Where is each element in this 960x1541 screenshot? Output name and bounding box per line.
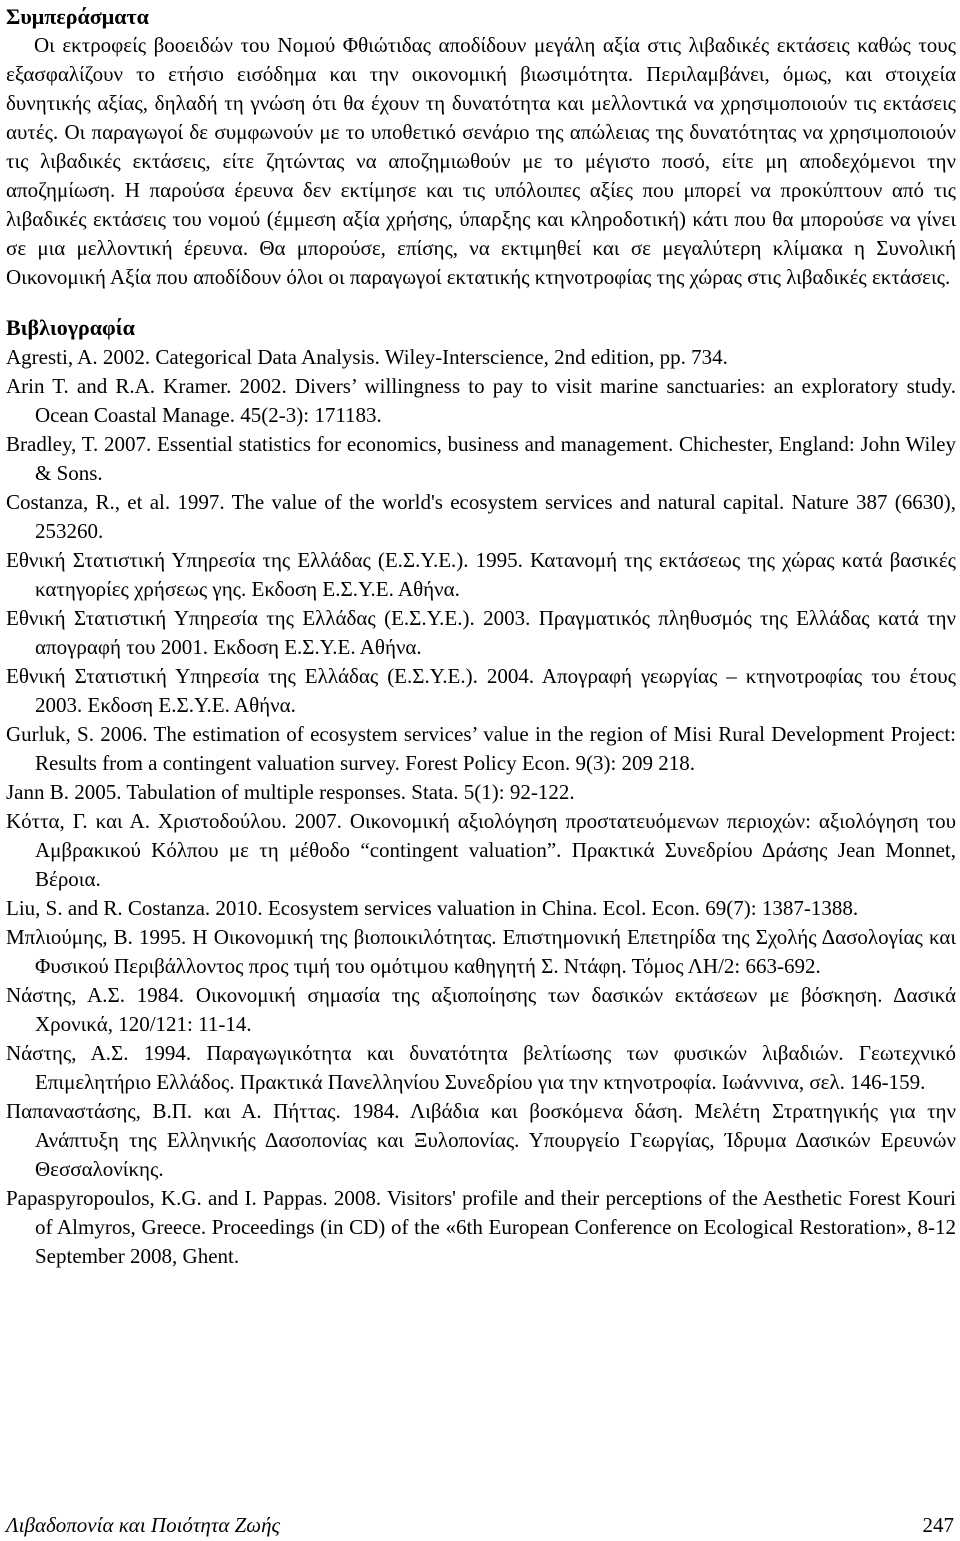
reference-item: Jann B. 2005. Tabulation of multiple responses. Stata. 5(1): 92-122.	[6, 780, 575, 804]
bibliography-heading: Βιβλιογραφία	[6, 315, 135, 340]
reference-item: Liu, S. and R. Costanza. 2010. Ecosystem services valuation in China. Ecol. Econ. 69(7): 1387-1388.	[6, 896, 859, 920]
reference-item: Νάστης, Α.Σ. 1994. Παραγωγικότητα και δυνατότητα βελτίωσης των φυσικών λιβαδιών. Γεωτεχνικό Επιμελητήριο Ελλάδος. Πρακτικά Πανελληνίου Συνεδρίου για την κτηνοτροφία. Ιωάννινα, σελ. 146-159.	[6, 1041, 956, 1094]
page-number: 247	[922, 1513, 954, 1537]
page-content	[6, 2, 956, 1271]
reference-item: Εθνική Στατιστική Υπηρεσία της Ελλάδας (Ε.Σ.Υ.Ε.). 1995. Κατανομή της εκτάσεως της χώρας κατά βασικές κατηγορίες χρήσεως γης. Εκδοση Ε.Σ.Υ.Ε. Αθήνα.	[6, 548, 956, 601]
reference-item: Arin T. and R.A. Kramer. 2002. Divers’ willingness to pay to visit marine sanctuaries: an exploratory study. Ocean Coastal Manage. 45(2-3): 171183.	[6, 374, 956, 427]
reference-item: Costanza, R., et al. 1997. The value of the world's ecosystem services and natural capital. Nature 387 (6630), 253260.	[6, 490, 956, 543]
page-footer	[6, 1512, 954, 1538]
reference-item: Εθνική Στατιστική Υπηρεσία της Ελλάδας (Ε.Σ.Υ.Ε.). 2004. Απογραφή γεωργίας – κτηνοτροφίας του έτους 2003. Εκδοση Ε.Σ.Υ.Ε. Αθήνα.	[6, 664, 956, 717]
reference-item: Papaspyropoulos, K.G. and I. Pappas. 2008. Visitors' profile and their perceptions of the Aesthetic Forest Kouri of Almyros, Greece. Proceedings (in CD) of the «6th European Conference on Ecological Restoration», 8-12 September 2008, Ghent.	[6, 1186, 956, 1268]
conclusions-paragraph: Οι εκτροφείς βοοειδών του Νομού Φθιώτιδας αποδίδουν μεγάλη αξία στις λιβαδικές εκτάσεις καθώς τους εξασφαλίζουν το ετήσιο εισόδημα και την οικονομική βιωσιμότητα. Περιλαμβάνει, όμως, και στοιχεία δυνητικής αξίας, δηλαδή τη γνώση ότι θα έχουν τη δυνατότητα και μελλοντικά να χρησιμοποιούν τις εκτάσεις αυτές. Οι παραγωγοί δε συμφωνούν με το υποθετικό σενάριο της απώλειας της δυνατότητας να χρησιμοποιούν τις λιβαδικές εκτάσεις, είτε ζητώντας να αποζημιωθούν με το μέγιστο ποσό, είτε μη αποδεχόμενοι την αποζημίωση. Η παρούσα έρευνα δεν εκτίμησε και τις υπόλοιπες αξίες που μπορεί να προκύπτουν από τις λιβαδικές εκτάσεις του νομού (έμμεση αξία χρήσης, ύπαρξης και κληροδοτική) κάτι που θα μπορούσε να γίνει σε μια μελλοντική έρευνα. Θα μπορούσε, επίσης, να εκτιμηθεί και σε μεγαλύτερη κλίμακα η Συνολική Οικονομική Αξία που αποδίδουν όλοι οι παραγωγοί εκτατικής κτηνοτροφίας της χώρας στις λιβαδικές εκτάσεις.	[6, 33, 956, 289]
reference-item: Νάστης, Α.Σ. 1984. Οικονομική σημασία της αξιοποίησης των δασικών εκτάσεων με βόσκηση. Δασικά Χρονικά, 120/121: 11-14.	[6, 983, 956, 1036]
reference-item: Bradley, T. 2007. Essential statistics for economics, business and management. Chichester, England: John Wiley & Sons.	[6, 432, 956, 485]
reference-item: Κόττα, Γ. και Α. Χριστοδούλου. 2007. Οικονομική αξιολόγηση προστατευόμενων περιοχών: αξιολόγηση του Αμβρακικού Κόλπου με τη μέθοδο “contingent valuation”. Πρακτικά Συνεδρίου Δράσης Jean Monnet, Βέροια.	[6, 809, 956, 891]
reference-item: Εθνική Στατιστική Υπηρεσία της Ελλάδας (Ε.Σ.Υ.Ε.). 2003. Πραγματικός πληθυσμός της Ελλάδας κατά την απογραφή του 2001. Εκδοση Ε.Σ.Υ.Ε. Αθήνα.	[6, 606, 956, 659]
reference-item: Μπλιούμης, Β. 1995. Η Οικονομική της βιοποικιλότητας. Επιστημονική Επετηρίδα της Σχολής Δασολογίας και Φυσικού Περιβάλλοντος προς τιμή του ομότιμου καθηγητή Σ. Ντάφη. Τόμος ΛΗ/2: 663-692.	[6, 925, 956, 978]
reference-item: Gurluk, S. 2006. The estimation of ecosystem services’ value in the region of Misi Rural Development Project: Results from a contingent valuation survey. Forest Policy Econ. 9(3): 209 218.	[6, 722, 956, 775]
conclusions-heading: Συμπεράσματα	[6, 4, 149, 29]
reference-item: Agresti, A. 2002. Categorical Data Analysis. Wiley-Interscience, 2nd edition, pp. 734.	[6, 345, 728, 369]
journal-title: Λιβαδοπονία και Ποιότητα Ζωής	[6, 1513, 281, 1537]
reference-list	[6, 343, 956, 1271]
reference-item: Παπαναστάσης, Β.Π. και Α. Πήττας. 1984. Λιβάδια και βοσκόμενα δάση. Μελέτη Στρατηγικής για την Ανάπτυξη της Ελληνικής Δασοπονίας και Ξυλοπονίας. Υπουργείο Γεωργίας, Ίδρυμα Δασικών Ερευνών Θεσσαλονίκης.	[6, 1099, 956, 1181]
